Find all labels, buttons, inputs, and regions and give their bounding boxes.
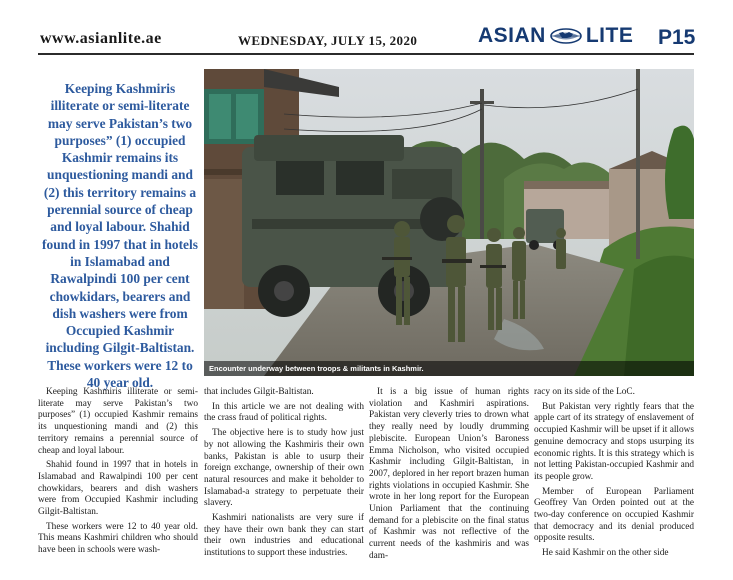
site-url[interactable]: www.asianlite.ae (40, 30, 162, 47)
header-divider (38, 53, 694, 55)
photo-scene (204, 69, 694, 376)
paragraph: Kashmiri nationalists are very sure if they have their own bank they can start their own industries and educational institutions to support these industries. (204, 513, 364, 559)
paragraph: Shahid found in 1997 that in hotels in Islamabad and Rawalpindi 100 per cent chowkidars, bearers and dish washers were from Occupied Kashmir including Gilgit-Baltistan. (38, 460, 198, 518)
article-column-1 (38, 387, 198, 560)
article-column-3 (369, 387, 529, 566)
article-column-4 (534, 387, 694, 563)
paragraph: racy on its side of the LoC. (534, 387, 635, 397)
paragraph: The objective here is to study how just by not allowing the Kashmiris their own banks, Pakistan is able to usurp their foreign exchange, ownership of their own natural resources and make it beholder to Islamabad-a strategy to perpetuate their slavery. (204, 428, 364, 509)
paragraph: Member of European Parliament Geoffrey Van Orden pointed out at the two-day conference on occupied Kashmir that democracy and its denial produced opposite results. (534, 486, 694, 544)
paragraph: It is a big issue of human rights violation and Kashmiri aspirations. Pakistan very cleverly tries to drown what they really need by loudly drumming plebiscite. European Union’s Baroness Emma Nicholson, who visited occupied Kashmir including Gilgit-Baltistan, in 2007, deplored in her report brazen human rights violations in occupied Kashmir. She wrote in her long report for the European Union Parliament that the continuing demand for a plebiscite on the final status of Kashmir was not reflective of the current needs of the kashmiris and was dam- (369, 387, 529, 561)
paragraph: But Pakistan very rightly fears that the apple cart of its strategy of enslavement of occupied Kashmir will be upset if it allows genuine democracy and stops usurping its economic rights. It is this strategy which is not letting Pakistan-occupied Kashmir and its people grow. (534, 401, 694, 482)
issue-date: WEDNESDAY, JULY 15, 2020 (238, 33, 418, 48)
paragraph: These workers were 12 to 40 year old. This means Kashmiri children who should have been in schools were wash- (38, 521, 198, 556)
photo-caption: Encounter underway between troops & militants in Kashmir. (204, 361, 694, 376)
article-photo (204, 69, 694, 376)
page-number: P15 (658, 26, 696, 49)
brand-right: LITE (585, 24, 634, 47)
article-body (0, 387, 733, 580)
paragraph: He said Kashmir on the other side (542, 548, 669, 559)
paragraph: In this article we are not dealing with the crass fraud of political rights. (204, 401, 364, 424)
page-header (0, 0, 733, 62)
paragraph: Keeping Kashmiris illiterate or semi-literate may serve Pakistan’s two purposes” (1) occupied Kashmir remains its unquestioning mandi and (2) this territory remains a perennial source of cheap and loyal labour. (38, 387, 198, 456)
pull-quote: Keeping Kashmiris illiterate or semi-literate may serve Pakistan’s two purposes” (1) occupied Kashmir remains its unquestioning mandi and (2) this territory remains a perennial source of cheap and loyal labour. Shahid found in 1997 that in hotels in Islamabad and Rawalpindi 100 per cent chowkidars, bearers and dish washers were from Occupied Kashmir including Gilgit-Baltistan. These workers were 12 to 40 year old. (42, 81, 198, 391)
paragraph: that includes Gilgit-Baltistan. (204, 387, 314, 397)
globe-emblem-icon (549, 27, 583, 45)
masthead-logo (478, 24, 633, 48)
article-column-2 (204, 387, 364, 563)
brand-left: ASIAN (478, 24, 546, 47)
